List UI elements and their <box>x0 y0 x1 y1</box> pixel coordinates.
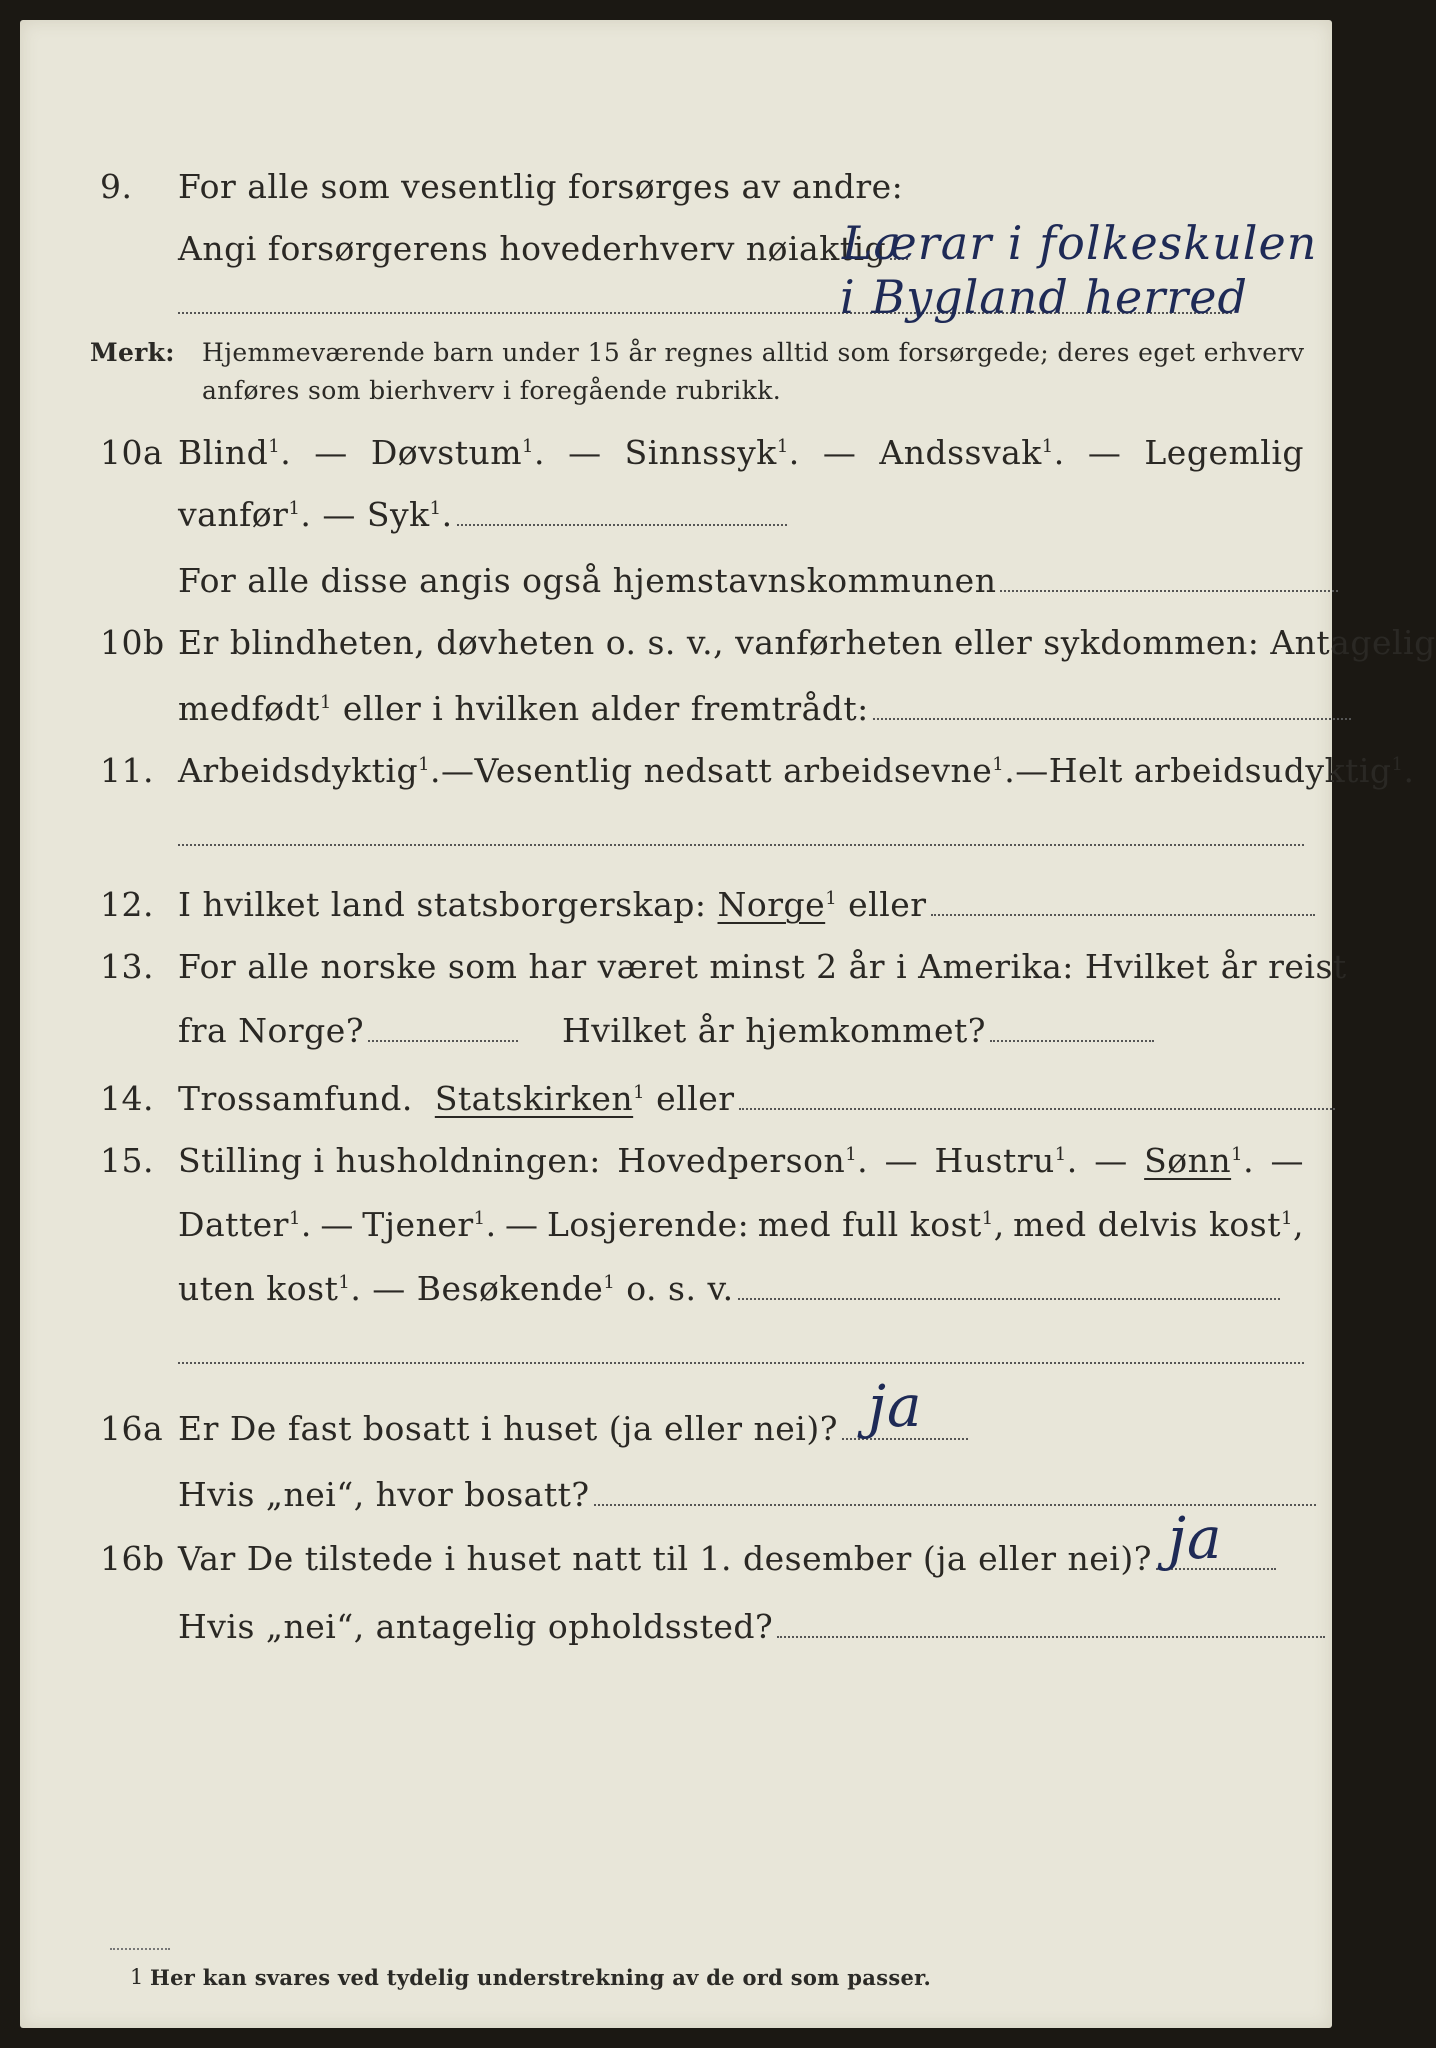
item-12-line: I hvilket land statsborgerskap: Norge$^1$ eller <box>178 885 1315 924</box>
item-9-question-2: Angi forsørgerens hovederhverv nøiaktig <box>178 229 908 268</box>
item-number: 16a <box>100 1409 164 1448</box>
item-16b-row <box>20 1530 1332 1586</box>
item-9-row <box>20 158 1332 214</box>
item-number: 12. <box>100 885 154 924</box>
item-16a-row <box>20 1400 1332 1456</box>
item-number: 10a <box>100 433 164 472</box>
item-13-row-2 <box>20 1002 1332 1058</box>
item-15-blank-line <box>178 1362 1304 1364</box>
merk-line-1: Hjemmeværende barn under 15 år regnes alltid som forsørgede; deres eget erhverv <box>202 338 1305 367</box>
item-15-line-3: uten kost$^1$. — Besøkende$^1$ o. s. v. <box>178 1269 1280 1308</box>
item-16a-answer: ja <box>868 1372 923 1440</box>
item-10b-row <box>20 614 1436 670</box>
item-number: 13. <box>100 947 154 986</box>
item-16b-line-2: Hvis „nei“, antagelig opholdssted? <box>178 1607 1325 1646</box>
item-11-options: Arbeidsdyktig$^1$. — Vesentlig nedsatt arbeidsevne$^1$. — Helt arbeidsudyktig$^1$. <box>178 751 1415 790</box>
footnote-number: 1 <box>130 1965 144 1989</box>
item-10a-line-3: For alle disse angis også hjemstavnskommunen <box>178 561 1338 600</box>
item-16a-line-1: Er De fast bosatt i huset (ja eller nei)? <box>178 1409 968 1448</box>
item-number: 11. <box>100 751 154 790</box>
item-13-row <box>20 938 1347 994</box>
item-10b-line-1: Er blindheten, døvheten o. s. v., vanførheten eller sykdommen: Antagelig <box>178 623 1436 662</box>
item-number: 16b <box>100 1539 165 1578</box>
merk-label: Merk: <box>90 338 175 367</box>
item-15-line-1: Stilling i husholdningen: Hovedperson$^1$. — Hustru$^1$. — Sønn$^1$. — <box>178 1141 1304 1180</box>
item-10a-line-2: vanfør$^1$. — Syk$^1$. <box>178 495 787 534</box>
item-15-row-2 <box>20 1196 1332 1252</box>
item-11-row <box>20 742 1415 798</box>
item-15-line-2: Datter$^1$. — Tjener$^1$. — Losjerende: med full kost$^1$, med delvis kost$^1$, <box>178 1205 1304 1244</box>
footnote-rule <box>110 1948 170 1950</box>
item-number: 9. <box>100 167 133 206</box>
item-11-blank-line <box>178 844 1304 846</box>
item-15-row <box>20 1132 1332 1188</box>
item-10b-row-2 <box>20 680 1332 736</box>
item-10a-row-3 <box>20 552 1332 608</box>
item-10a-row <box>20 424 1332 480</box>
item-16a-row-2 <box>20 1466 1332 1522</box>
item-16a-line-2: Hvis „nei“, hvor bosatt? <box>178 1475 1316 1514</box>
item-16b-answer: ja <box>1168 1504 1223 1572</box>
item-number: 14. <box>100 1079 154 1118</box>
item-9-answer-b: i Bygland herred <box>840 270 1248 324</box>
item-16b-row-2 <box>20 1598 1332 1654</box>
census-form-page <box>20 20 1436 2028</box>
item-13-line-1: For alle norske som har været minst 2 år i Amerika: Hvilket år reist <box>178 947 1347 986</box>
item-9-answer-a: Lærar i folkeskulen <box>842 216 1318 270</box>
item-14-line: Trossamfund. Statskirken$^1$ eller <box>178 1079 1335 1118</box>
item-10b-line-2: medfødt$^1$ eller i hvilken alder fremtrådt: <box>178 689 1351 728</box>
item-number: 15. <box>100 1141 154 1180</box>
item-9-question: For alle som vesentlig forsørges av andre: <box>178 167 904 206</box>
merk-line-2: anføres som bierhverv i foregående rubrikk. <box>202 376 782 405</box>
item-12-row <box>20 876 1332 932</box>
item-13-line-2: fra Norge? Hvilket år hjemkommet? <box>178 1011 1154 1050</box>
item-14-row <box>20 1070 1332 1126</box>
item-15-row-3 <box>20 1260 1332 1316</box>
item-10a-row-2 <box>20 486 1332 542</box>
item-number: 10b <box>100 623 165 662</box>
item-16b-line-1: Var De tilstede i huset natt til 1. desember (ja eller nei)? <box>178 1539 1276 1578</box>
item-10a-options: Blind$^1$. — Døvstum$^1$. — Sinnssyk$^1$. — Andssvak$^1$. — Legemlig <box>178 433 1304 472</box>
footnote-text: Her kan svares ved tydelig understrekning av de ord som passer. <box>150 1965 932 1990</box>
